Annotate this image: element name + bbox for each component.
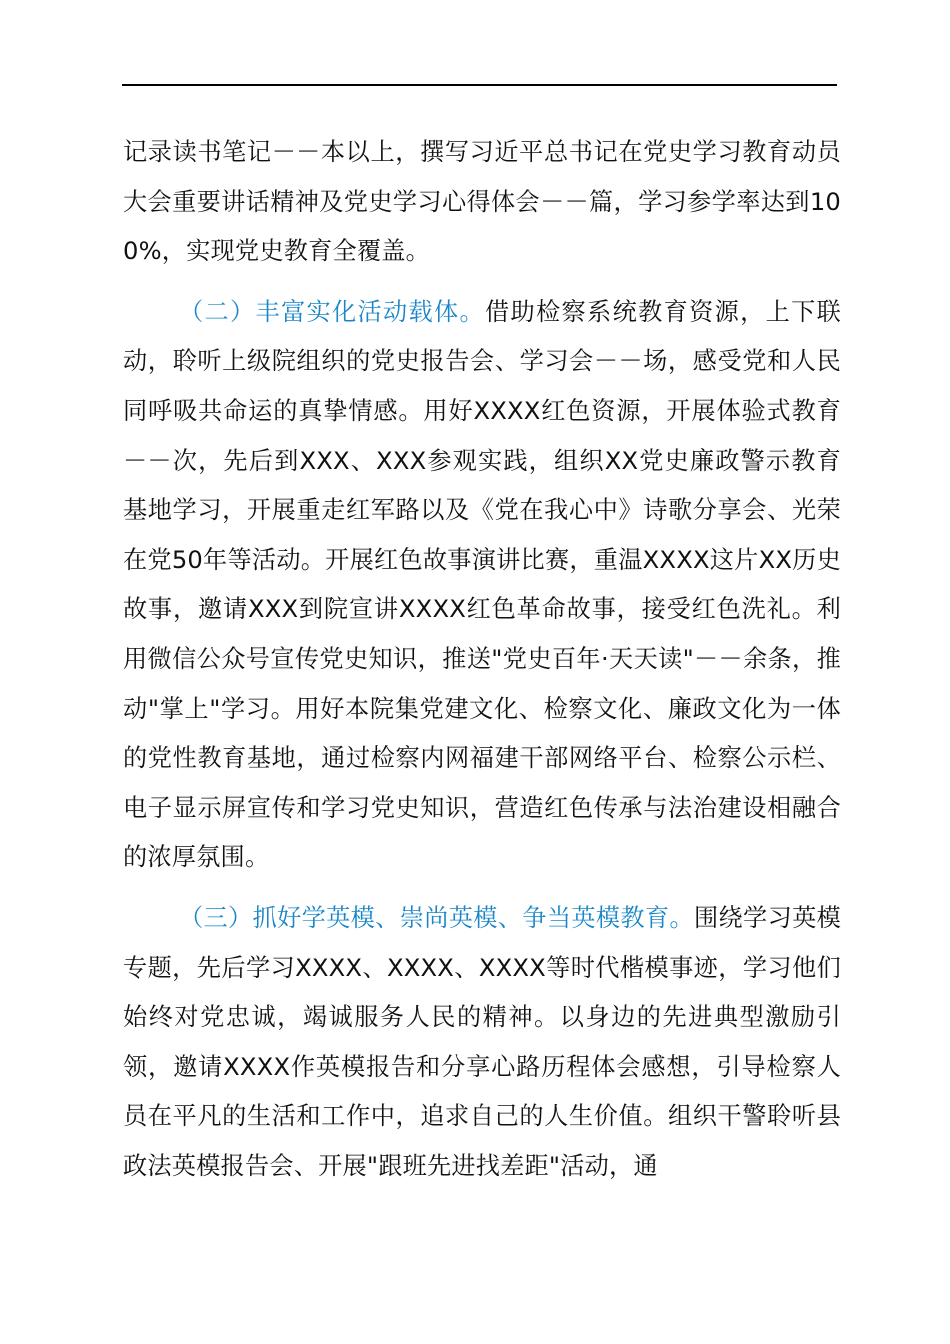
- header-rule: [122, 84, 837, 86]
- section-heading: （二）丰富实化活动载体。: [179, 297, 486, 326]
- section-heading: （三）抓好学英模、崇尚英模、争当英模教育。: [179, 903, 694, 932]
- paragraph-continuation: [123, 128, 841, 277]
- paragraph-text: 借助检察系统教育资源，上下联动，聆听上级院组织的党史报告会、学习会－－场，感受党和人民同呼吸共命运的真挚情感。用好XXXX红色资源，开展体验式教育－－次，先后到XXX、XXX参观实践，组织XX党史廉政警示教育基地学习，开展重走红军路以及《党在我心中》诗歌分享会、光荣在党50年等活动。开展红色故事演讲比赛，重温XXXX这片XX历史故事，邀请XXX到院宣讲XXXX红色革命故事，接受红色洗礼。利用微信公众号宣传党史知识，推送"党史百年·天天读"－－余条，推动"掌上"学习。用好本院集党建文化、检察文化、廉政文化为一体的党性教育基地，通过检察内网福建干部网络平台、检察公示栏、电子显示屏宣传和学习党史知识，营造红色传承与法治建设相融合的浓厚氛围。: [123, 297, 841, 872]
- paragraph-section-3: [123, 894, 841, 1192]
- paragraph-section-2: [123, 288, 841, 883]
- document-body: [123, 128, 841, 1191]
- paragraph-text: 围绕学习英模专题，先后学习XXXX、XXXX、XXXX等时代楷模事迹，学习他们始终对党忠诚，竭诚服务人民的精神。以身边的先进典型激励引领，邀请XXXX作英模报告和分享心路历程体会感想，引导检察人员在平凡的生活和工作中，追求自己的人生价值。组织干警聆听县政法英模报告会、开展"跟班先进找差距"活动，通: [123, 903, 842, 1180]
- paragraph-text: 记录读书笔记－－本以上，撰写习近平总书记在党史学习教育动员大会重要讲话精神及党史学习心得体会－－篇，学习参学率达到100%，实现党史教育全覆盖。: [123, 138, 841, 266]
